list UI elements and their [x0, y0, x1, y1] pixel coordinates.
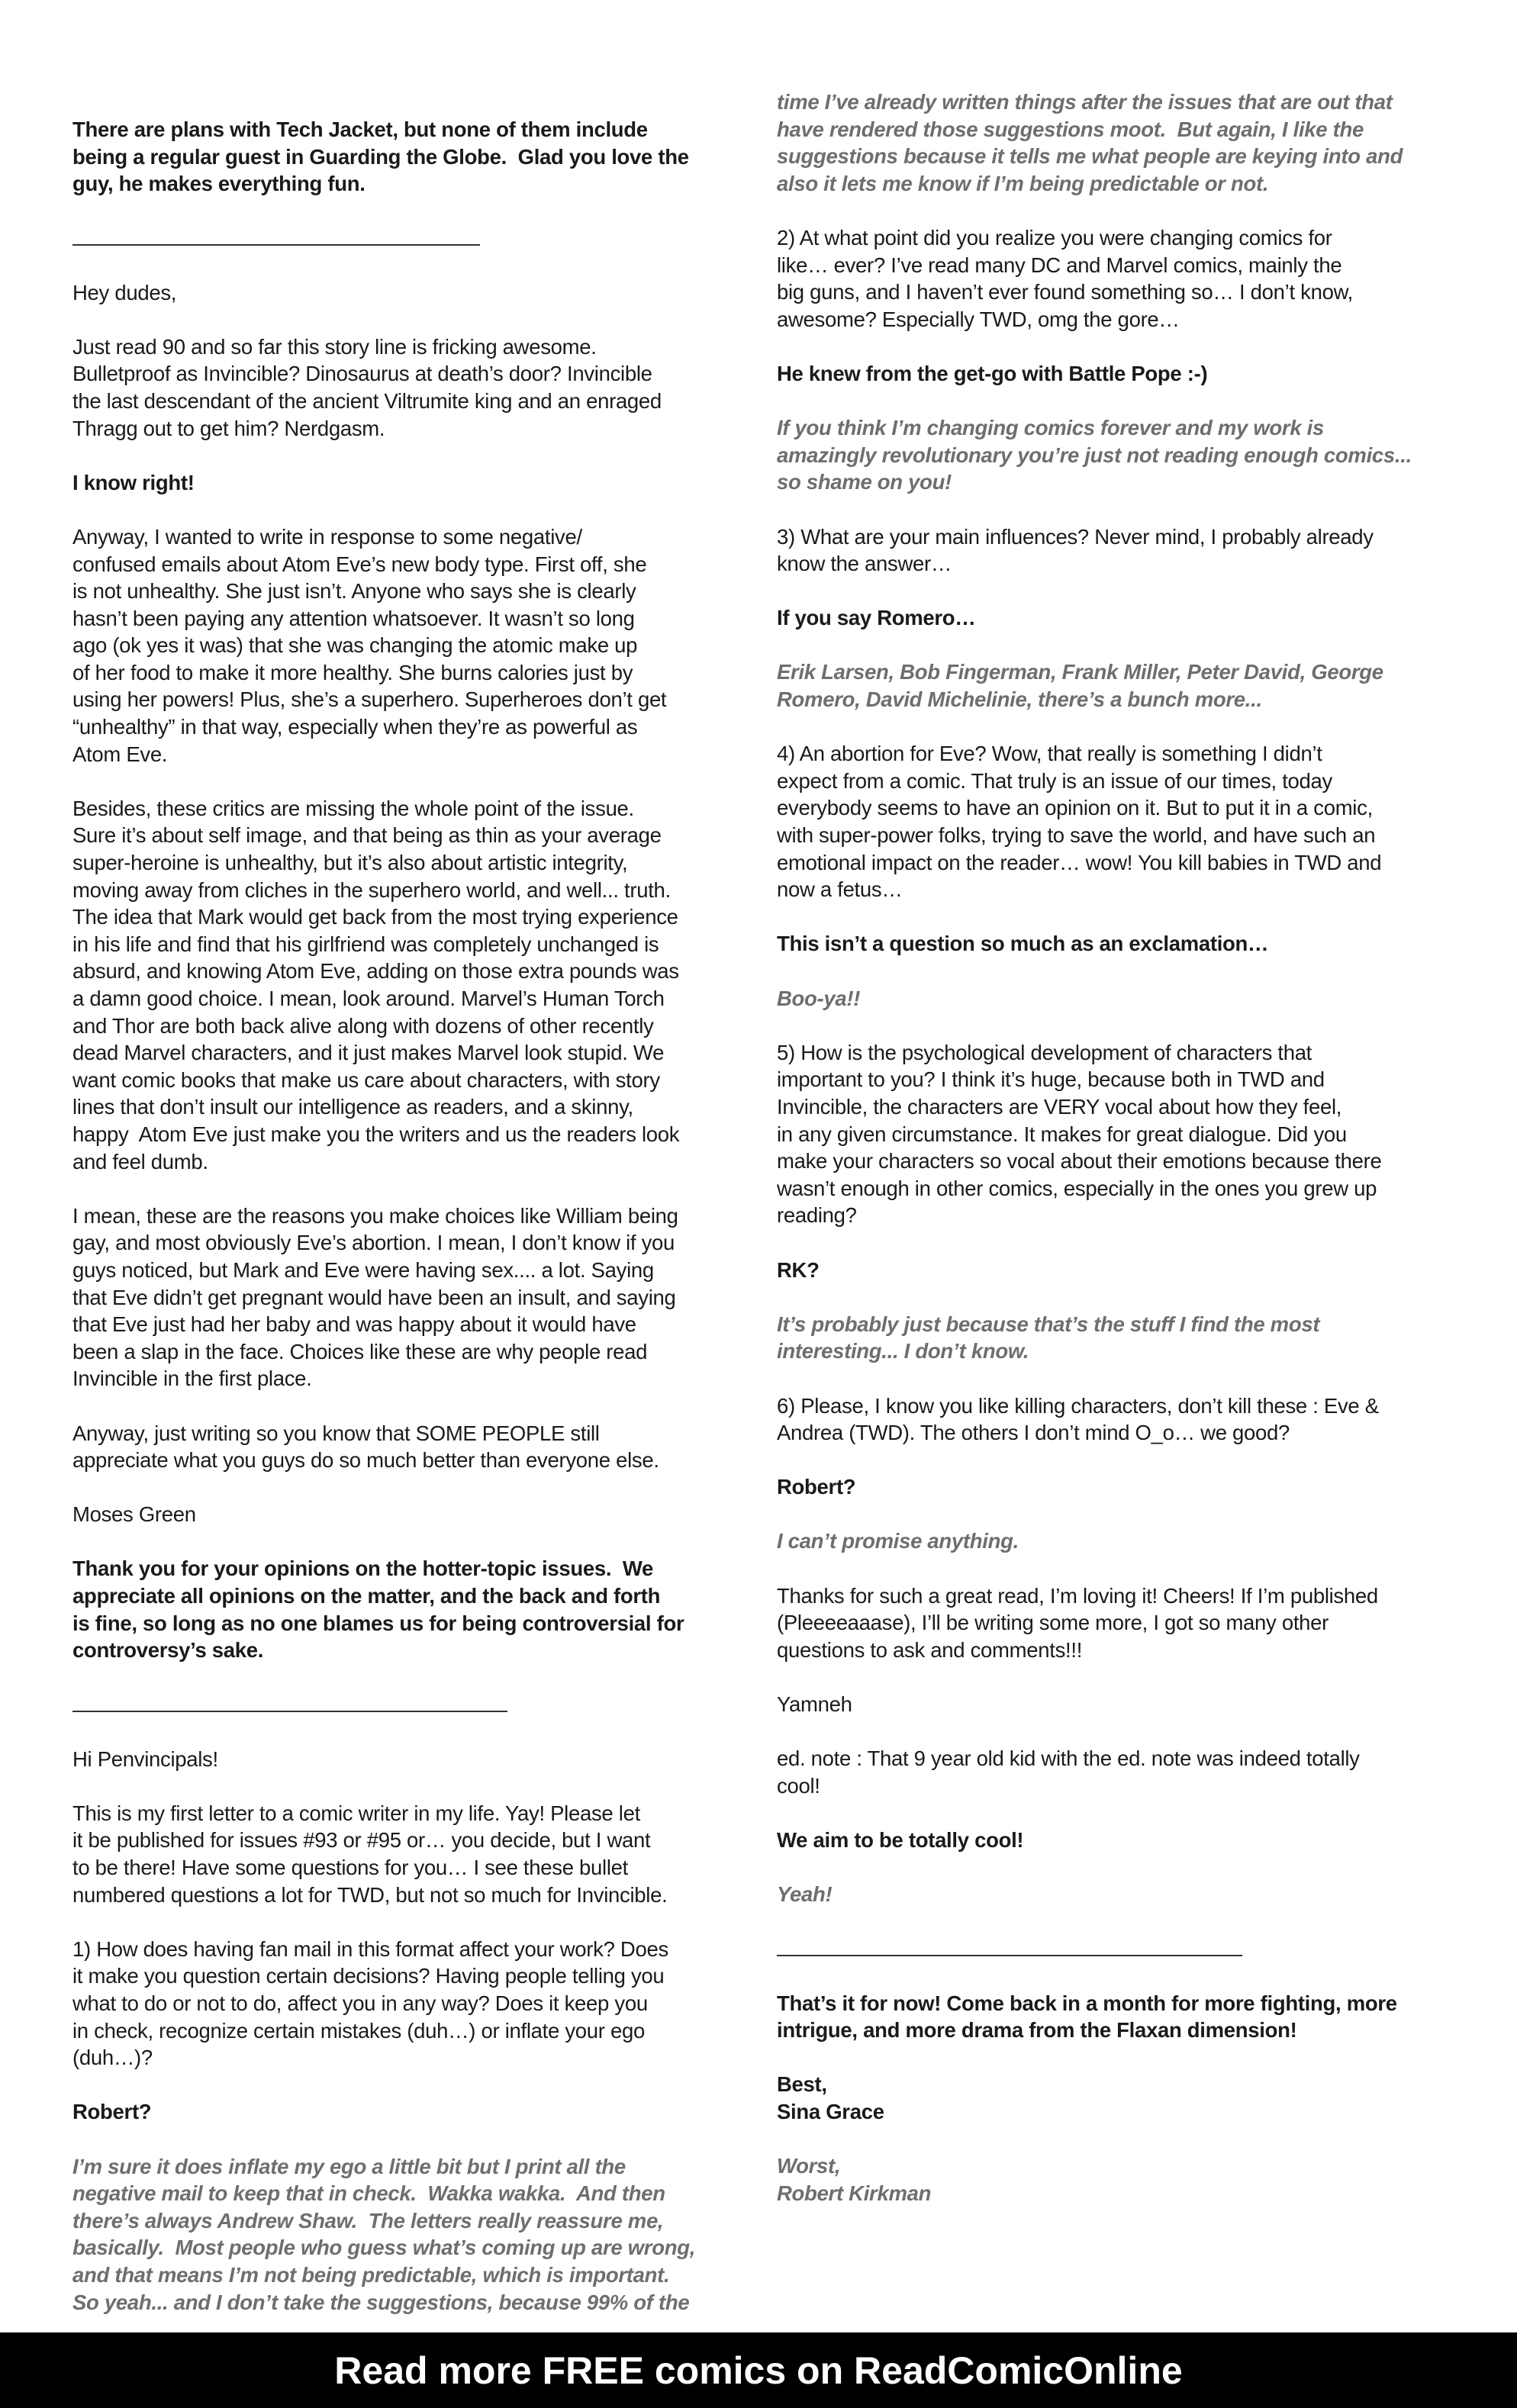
letter-paragraph: Hey dudes, — [72, 280, 177, 304]
letter-paragraph: 1) How does having fan mail in this format affect your work? Does it make you question certain decisions? Having people telling you what to do or not to do, affect you in any way? Does it keep you in check, recognize certain mistakes (duh…) or inflate your ego (duh…)? — [72, 1936, 668, 2070]
editor-reply: There are plans with Tech Jacket, but none of them include being a regular guest in Guarding the Globe. Glad you love the guy, he makes everything fun. — [72, 118, 689, 196]
editor-reply: Robert? — [777, 1475, 856, 1499]
editor-reply: This isn’t a question so much as an exclamation… — [777, 932, 1269, 956]
letter-paragraph: 5) How is the psychological development of characters that important to you? I think it’s huge, because both in TWD and Invincible, the characters are VERY vocal about how they feel, in any given circumstance. It makes for great dialogue. Did you make your characters so vocal about their emotions because there wasn’t enough in other comics, especially in the ones you grew up reading? — [777, 1040, 1382, 1228]
letter-paragraph: Thanks for such a great read, I’m loving it! Cheers! If I’m published (Pleeeeaaase), I’ll be writing some more, I got so many other questions to ask and comments!!! — [777, 1583, 1378, 1662]
writer-reply: If you think I’m changing comics forever and my work is amazingly revolutionary you’re just not reading enough comics... so shame on you! — [777, 416, 1412, 494]
editor-reply: Thank you for your opinions on the hotter-topic issues. We appreciate all opinions on the matter, and the back and forth is fine, so long as no one blames us for being controversial for controversy’s sake. — [72, 1557, 684, 1663]
footer-link-text[interactable]: Read more FREE comics on ReadComicOnline — [334, 2348, 1183, 2392]
letter-paragraph: ed. note : That 9 year old kid with the ed. note was indeed totally cool! — [777, 1746, 1360, 1798]
editor-reply: Best, Sina Grace — [777, 2072, 884, 2123]
letter-paragraph: 6) Please, I know you like killing characters, don’t kill these : Eve & Andrea (TWD). The others I don’t mind O_o… we good? — [777, 1393, 1379, 1445]
letter-paragraph: 2) At what point did you realize you were changing comics for like… ever? I’ve read many DC and Marvel comics, mainly the big guns, and I haven’t ever found something so… I don’t know, awesome? Especially TWD, omg the gore… — [777, 225, 1353, 331]
writer-reply: It’s probably just because that’s the stuff I find the most interesting... I don’t know. — [777, 1312, 1320, 1363]
letter-paragraph: Anyway, just writing so you know that SOME PEOPLE still appreciate what you guys do so much better than everyone else. — [72, 1421, 659, 1473]
divider-line — [72, 1691, 744, 1718]
letter-paragraph: Yamneh — [777, 1692, 852, 1717]
footer-banner[interactable] — [0, 2332, 1517, 2408]
letter-paragraph: 4) An abortion for Eve? Wow, that really is something I didn’t expect from a comic. That truly is an issue of our times, today everybody seems to have an opinion on it. But to put it in a comic, with super-power folks, trying to save the world, and have such an emotional impact on the reader… wow! You kill babies in TWD and now a fetus… — [777, 742, 1382, 902]
writer-reply: Yeah! — [777, 1882, 833, 1907]
writer-reply: Worst, Robert Kirkman — [777, 2154, 932, 2205]
letter-paragraph: Besides, these critics are missing the whole point of the issue. Sure it’s about self image, and that being as thin as your average super-heroine is unhealthy, but it’s also about artistic integrity, moving away from cliches in the superhero world, and well... truth. The idea that Mark would get back from the most trying experience in his life and find that his girlfriend was completely unchanged is absurd, and knowing Atom Eve, adding on those extra pounds was a damn good choice. I mean, look around. Marvel’s Human Torch and Thor are both back alive along with dozens of other recently dead Marvel characters, and it just makes Marvel look stupid. We want comic books that make us care about characters, with story lines that don’t insult our intelligence as readers, and a skinny, happy Atom Eve just make you the writers and us the readers look and feel dumb. — [72, 796, 680, 1173]
letter-paragraph: 3) What are your main influences? Never mind, I probably already know the answer… — [777, 524, 1374, 576]
divider-line — [777, 1935, 1448, 1962]
letter-paragraph: I mean, these are the reasons you make choices like William being gay, and most obviously Eve’s abortion. I mean, I don’t know if you guys noticed, but Mark and Eve were having sex.... a lot. Saying that Eve didn’t get pregnant would have been an insult, and saying that Eve just had her baby and was happy about it would have been a slap in the face. Choices like these are why people read Invincible in the first place. — [72, 1203, 678, 1391]
letter-paragraph: Hi Penvincipals! — [72, 1746, 218, 1771]
right-column — [777, 89, 1448, 2234]
editor-reply: RK? — [777, 1257, 820, 1282]
divider-line — [72, 224, 744, 252]
editor-reply: I know right! — [72, 470, 195, 494]
writer-reply: time I’ve already written things after the issues that are out that have rendered those suggestions moot. But again, I like the suggestions because it tells me what people are keying into and also it lets me know if I’m being predictable or not. — [777, 90, 1403, 195]
editor-reply: Robert? — [72, 2100, 152, 2124]
editor-reply: He knew from the get-go with Battle Pope :-) — [777, 361, 1208, 385]
editor-reply: If you say Romero… — [777, 606, 976, 630]
writer-reply: I can’t promise anything. — [777, 1529, 1019, 1553]
letter-paragraph: Anyway, I wanted to write in response to some negative/ confused emails about Atom Eve’s new body type. First off, she is not unhealthy. She just isn’t. Anyone who says she is clearly hasn’t been paying any attention whatsoever. It wasn’t so long ago (ok yes it was) that she was changing the atomic make up of her food to make it more healthy. She burns calories just by using her powers! Plus, she’s a superhero. Superheroes don’t get “unhealthy” in that way, especially when they’re as powerful as Atom Eve. — [72, 524, 667, 766]
letter-paragraph: Moses Green — [72, 1502, 196, 1527]
writer-reply: Boo-ya!! — [777, 986, 861, 1010]
editor-reply: We aim to be totally cool! — [777, 1828, 1024, 1852]
writer-reply: Erik Larsen, Bob Fingerman, Frank Miller, Peter David, George Romero, David Michelinie, there’s a bunch more... — [777, 660, 1383, 712]
writer-reply: I’m sure it does inflate my ego a little bit but I print all the negative mail to keep that in check. Wakka wakka. And then there’s always Andrew Shaw. The letters really reassure me, basically. Most people who guess what’s coming up are wrong, and that means I’m not being predictable, which is important. So yeah... and I don’t take the suggestions, because 99% of the — [72, 2154, 696, 2314]
letter-paragraph: Just read 90 and so far this story line is fricking awesome. Bulletproof as Invincible? Dinosaurus at death’s door? Invincible the last descendant of the ancient Viltrumite king and an enraged Thragg out to get him? Nerdgasm. — [72, 334, 662, 440]
editor-reply: That’s it for now! Come back in a month for more fighting, more intrigue, and more drama from the Flaxan dimension! — [777, 1991, 1397, 2043]
left-column — [72, 116, 744, 2343]
letter-paragraph: This is my first letter to a comic writer in my life. Yay! Please let it be published for issues #93 or #95 or… you decide, but I want to be there! Have some questions for you… I see these bullet numbered questions a lot for TWD, but not so much for Invincible. — [72, 1801, 668, 1907]
